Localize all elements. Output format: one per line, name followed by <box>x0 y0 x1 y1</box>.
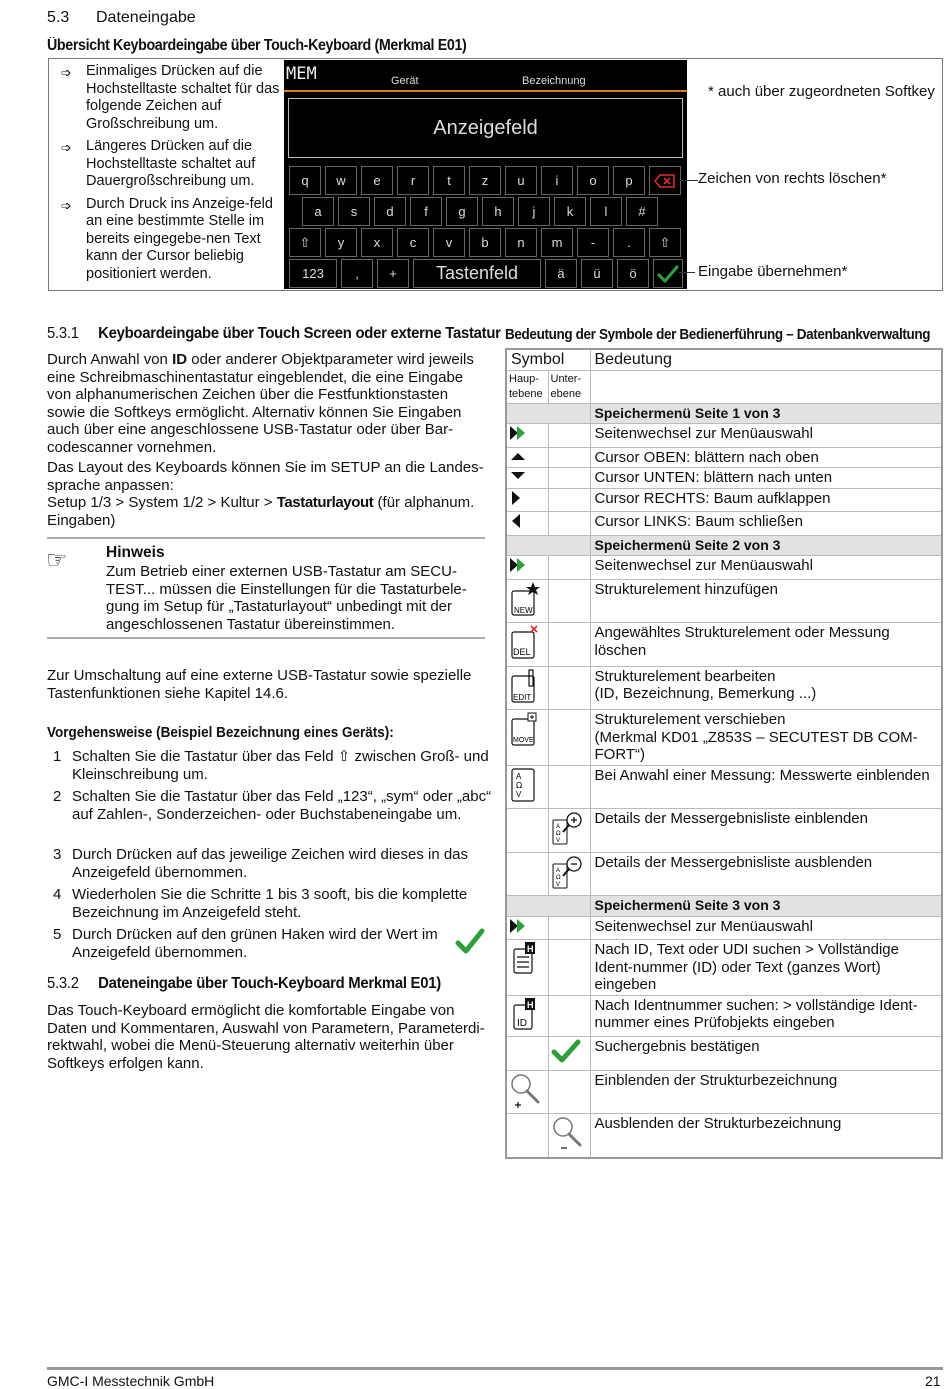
key-e[interactable]: e <box>361 166 393 195</box>
key-a[interactable]: a <box>302 197 334 226</box>
header-symbol: Symbol <box>506 349 590 370</box>
page-forward-icon <box>509 425 546 446</box>
overview-box <box>48 58 943 291</box>
page-forward-icon <box>509 557 546 578</box>
green-check-icon <box>455 926 485 956</box>
svg-text:V: V <box>555 881 560 888</box>
meaning-cell: Cursor RECHTS: Baum aufklappen <box>590 488 942 512</box>
key-l[interactable]: l <box>590 197 622 226</box>
meaning-cell: Cursor OBEN: blättern nach oben <box>590 447 942 468</box>
overview-item: ➩ Längeres Drücken auf die Hochstelltaste schaltet auf Dauergroßschreibung um. <box>61 138 256 189</box>
key-k[interactable]: k <box>554 197 586 226</box>
space-key[interactable]: Tastenfeld <box>413 259 541 288</box>
step-item: 3 Durch Drücken auf das jeweilige Zeichen wird dieses in das Anzeigefeld übernommen. <box>53 846 469 881</box>
overview-item: ➩ Einmaliges Drücken auf die Hochstelltaste schaltet für das folgende Zeichen auf Großschreibung um. <box>61 63 280 132</box>
table-row <box>506 916 942 940</box>
step-item: 2 Schalten Sie die Tastatur über das Feld „123“, „sym“ oder „abc“ auf Zahlen-, Sonderzeichen- oder Buchstabeneingabe um. <box>53 788 492 823</box>
key-o[interactable]: o <box>577 166 609 195</box>
key-m[interactable]: m <box>541 228 573 257</box>
step-item: 4 Wiederholen Sie die Schritte 1 bis 3 sooft, bis die komplette Bezeichnung im Anzeigefeld steht. <box>53 886 468 921</box>
procedure-heading: Vorgehensweise (Beispiel Bezeichnung eines Geräts): <box>47 725 394 741</box>
table-row <box>506 666 942 710</box>
table-row <box>506 424 942 448</box>
svg-text:A: A <box>555 824 560 830</box>
accept-note: Eingabe übernehmen* <box>698 263 848 280</box>
meaning-cell: Details der Messergebnisliste ausblenden <box>590 852 942 896</box>
key-u[interactable]: u <box>505 166 537 195</box>
group-header-row <box>506 896 942 917</box>
table-row <box>506 556 942 580</box>
key-z[interactable]: z <box>469 166 501 195</box>
section-heading <box>47 9 196 27</box>
svg-text:MOVE: MOVE <box>513 737 534 744</box>
table-header-row <box>506 349 942 370</box>
key-hash[interactable]: # <box>626 197 658 226</box>
edit-element-icon <box>509 668 546 709</box>
tab-bezeichnung[interactable]: Bezeichnung <box>522 75 586 87</box>
key-j[interactable]: j <box>518 197 550 226</box>
magnifier-minus-icon <box>551 1115 588 1156</box>
meaning-cell: Einblenden der Strukturbezeichnung <box>590 1070 942 1114</box>
arrow-down-icon <box>509 469 546 487</box>
key-p[interactable]: p <box>613 166 645 195</box>
svg-text:NEW: NEW <box>514 605 533 615</box>
table-row <box>506 468 942 489</box>
overview-title: Übersicht Keyboardeingabe über Touch-Keyboard (Merkmal E01) <box>47 37 467 54</box>
meaning-cell: Strukturelement verschieben (Merkmal KD01 „Z853S – SECUTEST DB COM-FORT“) <box>590 710 942 766</box>
meaning-cell: Cursor LINKS: Baum schließen <box>590 512 942 536</box>
key-s[interactable]: s <box>338 197 370 226</box>
key-n[interactable]: n <box>505 228 537 257</box>
leader-line <box>679 272 695 273</box>
meaning-cell: Seitenwechsel zur Menüauswahl <box>590 556 942 580</box>
table-row <box>506 1070 942 1114</box>
arrow-bullet-icon: ➩ <box>61 65 72 80</box>
table-row <box>506 1037 942 1071</box>
svg-text:ID: ID <box>517 1017 527 1029</box>
paragraph-touch-keyboard: Das Touch-Keyboard ermöglicht die komfortable Eingabe von Daten und Kommentaren, Auswahl von Parametern, Parameterdi-rektwahl, wobei die Menü-Steuerung alternativ weiterhin über Softkeys erfolgen kann. <box>47 1002 485 1072</box>
svg-text:H: H <box>527 999 534 1010</box>
meaning-cell: Suchergebnis bestätigen <box>590 1037 942 1071</box>
svg-text:Ω: Ω <box>516 780 523 790</box>
divider <box>47 537 485 539</box>
header-meaning: Bedeutung <box>590 349 942 370</box>
checkmark-icon <box>657 265 679 283</box>
key-i[interactable]: i <box>541 166 573 195</box>
tab-underline <box>284 90 687 92</box>
key-f[interactable]: f <box>410 197 442 226</box>
table-row <box>506 809 942 853</box>
divider <box>47 637 485 639</box>
key-d[interactable]: d <box>374 197 406 226</box>
checkmark-icon <box>551 1038 588 1069</box>
svg-text:DEL: DEL <box>513 647 531 657</box>
key-dot[interactable]: . <box>613 228 645 257</box>
shift-key[interactable]: ⇧ <box>289 228 321 257</box>
table-row <box>506 940 942 996</box>
arrow-bullet-icon: ➩ <box>61 140 72 155</box>
key-y[interactable]: y <box>325 228 357 257</box>
meaning-cell: Details der Messergebnisliste einblenden <box>590 809 942 853</box>
svg-text:V: V <box>516 789 522 799</box>
meaning-cell: Seitenwechsel zur Menüauswahl <box>590 424 942 448</box>
table-row <box>506 579 942 623</box>
magnifier-plus-icon <box>509 1072 546 1113</box>
table-row <box>506 1114 942 1158</box>
svg-text:A: A <box>516 771 522 781</box>
arrow-bullet-icon: ➩ <box>61 197 72 213</box>
table-row <box>506 512 942 536</box>
key-123[interactable]: 123 <box>289 259 337 288</box>
paragraph-setup-path: Setup 1/3 > System 1/2 > Kultur > Tastaturlayout (für alphanum. Eingaben) <box>47 494 475 529</box>
hinweis-text: Zum Betrieb einer externen USB-Tastatur am SECU-TEST... müssen die Einstellungen für die Tastaturbele-gung im Setup für „Tastaturlayout“ unbedingt mit der angeschlossenen Tastatur übereinstimmen. <box>106 563 467 633</box>
section-title: Dateneingabe <box>96 9 196 26</box>
section-number: 5.3 <box>47 9 70 26</box>
mem-label: MEM <box>286 64 317 84</box>
delete-note: Zeichen von rechts löschen* <box>698 170 887 187</box>
table-row <box>506 765 942 809</box>
group-header-row <box>506 535 942 556</box>
meaning-cell: Strukturelement hinzufügen <box>590 579 942 623</box>
accept-key[interactable] <box>653 259 683 288</box>
key-minus[interactable]: - <box>577 228 609 257</box>
meaning-cell: Angewähltes Strukturelement oder Messung löschen <box>590 623 942 667</box>
overview-item: ➩ Durch Druck ins Anzeige-feld an eine bestimmte Stelle im bereits eingegebe-nen Text kann der Cursor beliebig positioniert werden. <box>61 195 273 282</box>
key-q[interactable]: q <box>289 166 321 195</box>
display-field[interactable]: Anzeigefeld <box>288 98 683 158</box>
key-plus[interactable]: + <box>377 259 409 288</box>
header-sub-level: Unter-ebene <box>548 370 590 403</box>
svg-text:Ω: Ω <box>555 830 561 837</box>
overview-list <box>61 63 283 288</box>
svg-text:EDIT: EDIT <box>513 692 532 702</box>
backspace-icon <box>654 174 676 188</box>
subsection-heading-531: 5.3.1 Keyboardeingabe über Touch Screen oder externe Tastatur <box>47 325 501 342</box>
key-h[interactable]: h <box>482 197 514 226</box>
footer-rule <box>47 1367 943 1370</box>
symbol-table <box>505 348 943 1159</box>
paragraph-layout: Das Layout des Keyboards können Sie im SETUP an die Landes-sprache anpassen: <box>47 459 484 494</box>
leader-line <box>679 180 698 181</box>
table-row <box>506 995 942 1037</box>
meaning-cell: Ausblenden der Strukturbezeichnung <box>590 1114 942 1158</box>
touch-keyboard-screenshot <box>284 60 687 289</box>
meaning-cell: Nach Identnummer suchen: > vollständige Ident-nummer eines Prüfobjekts eingeben <box>590 995 942 1037</box>
arrow-right-icon <box>509 490 546 511</box>
meaning-cell: Bei Anwahl einer Messung: Messwerte einblenden <box>590 765 942 809</box>
header-main-level: Haup-tebene <box>506 370 548 403</box>
key-b[interactable]: b <box>469 228 501 257</box>
move-element-icon <box>509 711 546 752</box>
svg-text:Ω: Ω <box>555 873 561 881</box>
table-row <box>506 710 942 766</box>
key-c[interactable]: c <box>397 228 429 257</box>
zoom-in-details-icon <box>551 810 588 851</box>
key-t[interactable]: t <box>433 166 465 195</box>
key-ue[interactable]: ü <box>581 259 613 288</box>
group-header-row <box>506 403 942 424</box>
show-values-icon <box>509 767 546 808</box>
meaning-cell: Cursor UNTEN: blättern nach unten <box>590 468 942 489</box>
meaning-cell: Seitenwechsel zur Menüauswahl <box>590 916 942 940</box>
key-w[interactable]: w <box>325 166 357 195</box>
meaning-cell: Strukturelement bearbeiten (ID, Bezeichnung, Bemerkung ...) <box>590 666 942 710</box>
page-forward-icon <box>509 918 546 939</box>
backspace-key[interactable] <box>649 166 681 195</box>
arrow-up-icon <box>509 449 546 467</box>
delete-element-icon <box>509 624 546 665</box>
meaning-cell: Nach ID, Text oder UDI suchen > Vollständige Ident-nummer (ID) oder Text (ganzes Wort) eingeben <box>590 940 942 996</box>
key-g[interactable]: g <box>446 197 478 226</box>
step-item: 5 Durch Drücken auf den grünen Haken wird der Wert im Anzeigefeld übernommen. <box>53 926 438 961</box>
subsection-heading-532: 5.3.2 Dateneingabe über Touch-Keyboard Merkmal E01) <box>47 975 441 992</box>
paragraph-usb: Zur Umschaltung auf eine externe USB-Tastatur sowie spezielle Tastenfunktionen siehe Kapitel 14.6. <box>47 667 472 702</box>
footer-company: GMC-I Messtechnik GmbH <box>47 1373 215 1389</box>
key-comma[interactable]: , <box>341 259 373 288</box>
table-row <box>506 447 942 468</box>
group-title: Speichermenü Seite 1 von 3 <box>590 403 942 424</box>
tab-geraet[interactable]: Gerät <box>391 75 419 87</box>
search-id-icon <box>509 997 546 1036</box>
shift-key[interactable]: ⇧ <box>649 228 681 257</box>
svg-text:H: H <box>527 944 534 954</box>
softkey-note: * auch über zugeordneten Softkey <box>708 83 935 100</box>
zoom-out-details-icon <box>551 854 588 895</box>
svg-text:A: A <box>555 867 560 874</box>
table-row <box>506 488 942 512</box>
pointing-hand-icon: ☞ <box>46 547 68 574</box>
arrow-left-icon <box>509 513 546 534</box>
key-v[interactable]: v <box>433 228 465 257</box>
step-item: 1 Schalten Sie die Tastatur über das Feld ⇧ zwischen Groß- und Kleinschreibung um. <box>53 748 489 783</box>
table-row <box>506 623 942 667</box>
paragraph-anwahl: Durch Anwahl von ID oder anderer Objektparameter wird jeweils eine Schreibmaschinentastatur eingeblendet, die eine Eingabe von alphanumerischen Zeichen über die Festfunktionstasten sowie die Softkeys ermöglicht. Alternativ können Sie Eingaben auch über eine angeschlossene USB-Tastatur oder über Bar-codescanner vornehmen. <box>47 351 474 456</box>
svg-text:V: V <box>555 838 560 844</box>
group-title: Speichermenü Seite 3 von 3 <box>590 896 942 917</box>
key-x[interactable]: x <box>361 228 393 257</box>
hinweis-title: Hinweis <box>106 544 165 561</box>
search-text-icon <box>509 941 546 980</box>
key-oe[interactable]: ö <box>617 259 649 288</box>
table-row <box>506 852 942 896</box>
table-title: Bedeutung der Symbole der Bedienerführung – Datenbankverwaltung <box>505 326 931 343</box>
new-element-icon <box>509 581 546 622</box>
page-number: 21 <box>925 1373 941 1389</box>
key-ae[interactable]: ä <box>545 259 577 288</box>
group-title: Speichermenü Seite 2 von 3 <box>590 535 942 556</box>
table-subheader-row <box>506 370 942 403</box>
key-r[interactable]: r <box>397 166 429 195</box>
